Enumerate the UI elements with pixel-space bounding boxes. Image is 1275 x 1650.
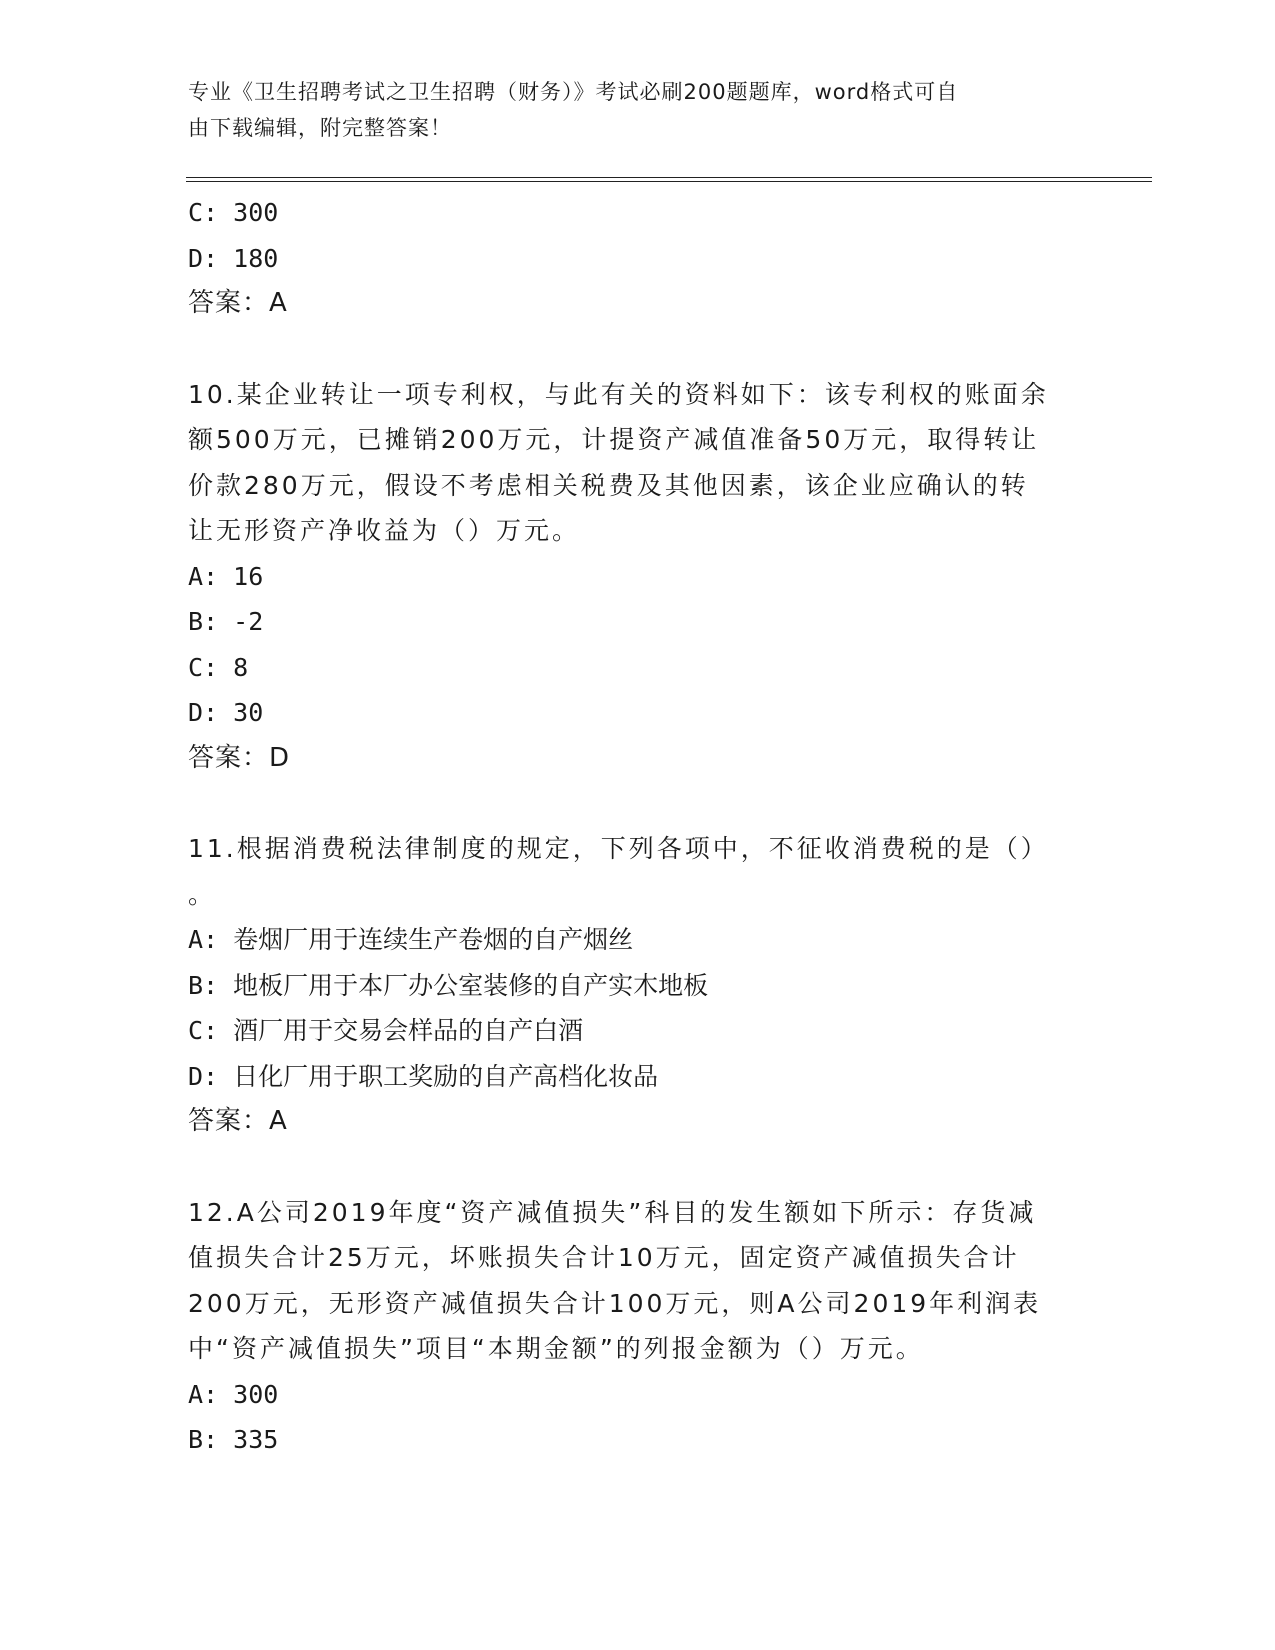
option-d: D: 30 (188, 698, 264, 727)
option-c: C: 300 (188, 198, 279, 227)
question-line: 额500万元，已摊销200万元，计提资产减值准备50万元，取得转让 (188, 425, 1040, 454)
question-line: 让无形资产净收益为（）万元。 (188, 516, 581, 545)
answer: 答案：A (188, 1106, 288, 1136)
question-line: 10.某企业转让一项专利权，与此有关的资料如下：该专利权的账面余 (188, 379, 1049, 409)
question-line: 11.根据消费税法律制度的规定，下列各项中，不征收消费税的是（） (188, 834, 1049, 863)
question-line: 。 (188, 879, 217, 909)
spacer (188, 1145, 1088, 1190)
header-line-2: 由下载编辑，附完整答案！ (188, 116, 452, 140)
question-line: 价款280万元，假设不考虑相关税费及其他因素，该企业应确认的转 (188, 470, 1029, 500)
answer: 答案：A (188, 288, 288, 318)
question-line: 中“资产减值损失”项目“本期金额”的列报金额为（）万元。 (188, 1334, 924, 1363)
question-12 (188, 1190, 1088, 1463)
option-d: D: 180 (188, 243, 279, 273)
question-10 (188, 372, 1088, 782)
option-c: C: 8 (188, 652, 249, 682)
question-line: 值损失合计25万元，坏账损失合计10万元，固定资产减值损失合计 (188, 1243, 1020, 1272)
previous-question-tail (188, 190, 1088, 327)
header-line-1: 专业《卫生招聘考试之卫生招聘（财务）》考试必刷200题题库，word格式可自 (188, 80, 959, 104)
document-header (188, 74, 1068, 146)
question-line: 200万元，无形资产减值损失合计100万元，则A公司2019年利润表 (188, 1288, 1042, 1318)
option-c: C: 酒厂用于交易会样品的自产白酒 (188, 1016, 584, 1045)
header-rule-top (186, 177, 1152, 178)
answer: 答案：D (188, 742, 291, 773)
option-b: B: -2 (188, 607, 264, 636)
question-line: 12.A公司2019年度“资产减值损失”科目的发生额如下所示：存货减 (188, 1197, 1037, 1227)
document-body (188, 190, 1088, 1463)
option-b: B: 335 (188, 1425, 279, 1454)
option-a: A: 卷烟厂用于连续生产卷烟的自产烟丝 (188, 925, 634, 954)
option-d: D: 日化厂用于职工奖励的自产高档化妆品 (188, 1061, 659, 1091)
question-11 (188, 826, 1088, 1145)
option-b: B: 地板厂用于本厂办公室装修的自产实木地板 (188, 970, 709, 1000)
option-a: A: 16 (188, 561, 264, 591)
spacer (188, 781, 1088, 826)
option-a: A: 300 (188, 1379, 279, 1409)
header-rule-bottom (186, 181, 1152, 182)
spacer (188, 327, 1088, 372)
